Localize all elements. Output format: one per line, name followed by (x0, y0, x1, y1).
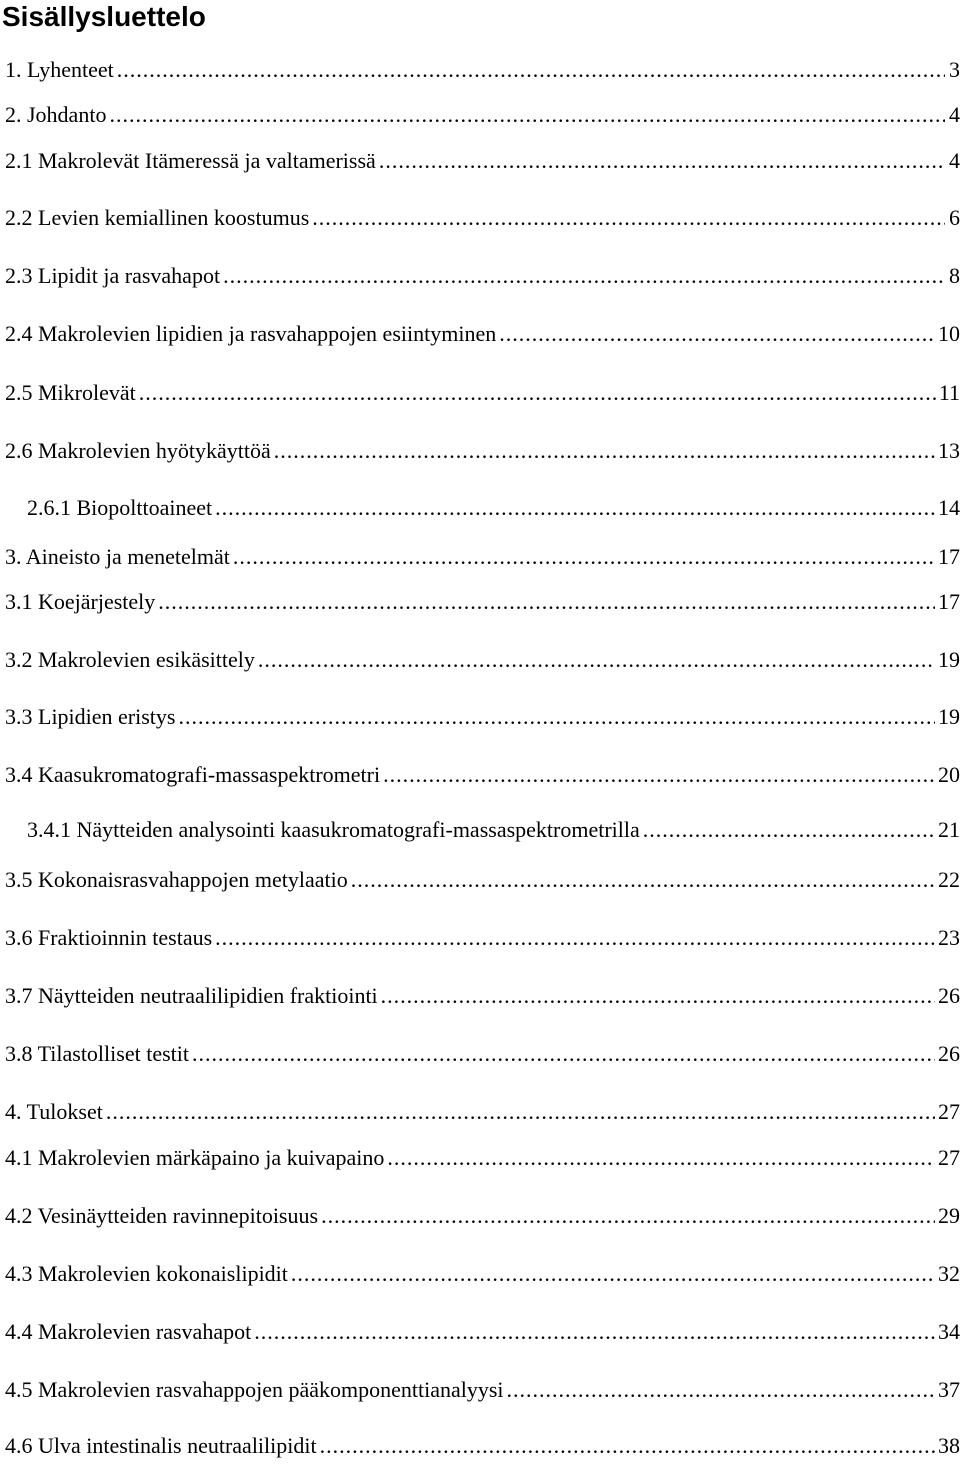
toc-entry[interactable] (27, 493, 960, 523)
toc-entry[interactable] (5, 865, 960, 895)
toc-entry[interactable] (5, 100, 960, 130)
toc-dot-leader (321, 1201, 935, 1231)
toc-dot-leader (499, 319, 935, 349)
toc-dot-leader (379, 146, 945, 176)
toc-entry-page-number: 20 (938, 762, 960, 787)
toc-entry[interactable] (5, 319, 960, 349)
toc-entry[interactable] (5, 1039, 960, 1069)
toc-dot-leader (233, 542, 935, 572)
toc-entry[interactable] (5, 1431, 960, 1461)
toc-entry[interactable] (5, 981, 960, 1011)
toc-entry-title: 3.5 Kokonaisrasvahappojen metylaatio (5, 867, 348, 892)
toc-entry[interactable] (5, 542, 960, 572)
toc-entry[interactable] (27, 815, 960, 845)
toc-entry-page-number: 22 (938, 867, 960, 892)
toc-entry-page-number: 6 (949, 205, 960, 230)
toc-entry-page-number: 14 (938, 495, 960, 520)
toc-entry-page-number: 13 (938, 438, 960, 463)
toc-entry-page-number: 17 (938, 544, 960, 569)
toc-entry-title: 3.4.1 Näytteiden analysointi kaasukromatografi-massaspektrometrilla (27, 817, 640, 842)
toc-entry-title: 2.1 Makrolevät Itämeressä ja valtamerissä (5, 148, 376, 173)
toc-entry[interactable] (5, 760, 960, 790)
page-title: Sisällysluettelo (2, 1, 206, 32)
toc-entry[interactable] (5, 55, 960, 85)
toc-entry-title: 3.4 Kaasukromatografi-massaspektrometri (5, 762, 381, 787)
toc-entry-page-number: 4 (949, 148, 960, 173)
toc-entry-page-number: 38 (938, 1433, 960, 1458)
toc-dot-leader (312, 203, 945, 233)
toc-entry-title: 2.6.1 Biopolttoaineet (27, 495, 213, 520)
toc-entry[interactable] (5, 146, 960, 176)
toc-dot-leader (254, 1317, 935, 1347)
toc-dot-leader (258, 645, 935, 675)
toc-dot-leader (158, 587, 935, 617)
toc-dot-leader (215, 923, 935, 953)
toc-entry-title: 3.2 Makrolevien esikäsittely (5, 647, 255, 672)
toc-entry[interactable] (5, 203, 960, 233)
toc-dot-leader (109, 100, 945, 130)
toc-dot-leader (387, 1143, 935, 1173)
toc-entry-page-number: 27 (938, 1145, 960, 1170)
toc-dot-leader (192, 1039, 935, 1069)
toc-entry-page-number: 26 (938, 983, 960, 1008)
toc-entry-page-number: 11 (938, 380, 960, 405)
toc-entry-page-number: 19 (938, 704, 960, 729)
toc-entry-page-number: 27 (938, 1099, 960, 1124)
toc-entry-title: 4.1 Makrolevien märkäpaino ja kuivapaino (5, 1145, 385, 1170)
toc-entry-page-number: 37 (938, 1377, 960, 1402)
toc-entry[interactable] (5, 1375, 960, 1405)
toc-entry[interactable] (5, 587, 960, 617)
toc-dot-leader (381, 981, 935, 1011)
toc-entry-title: 2.5 Mikrolevät (5, 380, 136, 405)
toc-entry-title: 3. Aineisto ja menetelmät (5, 544, 230, 569)
toc-entry-page-number: 17 (938, 589, 960, 614)
toc-entry[interactable] (5, 436, 960, 466)
toc-entry[interactable] (5, 1201, 960, 1231)
toc-entry-page-number: 3 (949, 57, 960, 82)
toc-dot-leader (117, 55, 945, 85)
toc-entry-page-number: 34 (938, 1319, 960, 1344)
toc-entry-title: 2.2 Levien kemiallinen koostumus (5, 205, 310, 230)
toc-dot-leader (106, 1097, 935, 1127)
toc-entry-title: 4. Tulokset (5, 1099, 103, 1124)
toc-entry-title: 4.4 Makrolevien rasvahapot (5, 1319, 252, 1344)
toc-entry-page-number: 32 (938, 1261, 960, 1286)
toc-entry-title: 3.7 Näytteiden neutraalilipidien fraktiointi (5, 983, 378, 1008)
toc-entry-page-number: 26 (938, 1041, 960, 1066)
toc-entry-title: 1. Lyhenteet (5, 57, 114, 82)
toc-entry-title: 4.2 Vesinäytteiden ravinnepitoisuus (5, 1203, 319, 1228)
toc-entry-page-number: 21 (938, 817, 960, 842)
toc-entry-title: 3.6 Fraktioinnin testaus (5, 925, 213, 950)
toc-dot-leader (507, 1375, 935, 1405)
toc-entry-title: 4.3 Makrolevien kokonaislipidit (5, 1261, 288, 1286)
toc-entry-title: 2.4 Makrolevien lipidien ja rasvahappojen esiintyminen (5, 321, 497, 346)
toc-dot-leader (215, 493, 935, 523)
toc-entry[interactable] (5, 1317, 960, 1347)
toc-entry[interactable] (5, 1097, 960, 1127)
toc-entry[interactable] (5, 702, 960, 732)
toc-entry-title: 2.6 Makrolevien hyötykäyttöä (5, 438, 271, 463)
toc-dot-leader (274, 436, 935, 466)
toc-entry-page-number: 29 (938, 1203, 960, 1228)
toc-entry-title: 3.3 Lipidien eristys (5, 704, 176, 729)
toc-entry[interactable] (5, 1259, 960, 1289)
toc-entry-title: 3.1 Koejärjestely (5, 589, 156, 614)
toc-dot-leader (223, 261, 945, 291)
toc-entry-title: 4.6 Ulva intestinalis neutraalilipidit (5, 1433, 317, 1458)
toc-entry[interactable] (5, 378, 960, 408)
toc-dot-leader (383, 760, 935, 790)
toc-dot-leader (351, 865, 935, 895)
toc-entry-page-number: 8 (949, 263, 960, 288)
toc-entry[interactable] (5, 1143, 960, 1173)
toc-dot-leader (291, 1259, 935, 1289)
toc-entry-page-number: 4 (949, 102, 960, 127)
toc-dot-leader (320, 1431, 935, 1461)
toc-entry-page-number: 23 (938, 925, 960, 950)
toc-entry[interactable] (5, 261, 960, 291)
toc-entry-page-number: 10 (938, 321, 960, 346)
toc-entry-title: 2.3 Lipidit ja rasvahapot (5, 263, 221, 288)
toc-entry-title: 4.5 Makrolevien rasvahappojen pääkomponenttianalyysi (5, 1377, 504, 1402)
toc-entry[interactable] (5, 645, 960, 675)
toc-entry-title: 2. Johdanto (5, 102, 107, 127)
toc-dot-leader (139, 378, 936, 408)
toc-dot-leader (643, 815, 935, 845)
toc-entry-title: 3.8 Tilastolliset testit (5, 1041, 189, 1066)
toc-entry-page-number: 19 (938, 647, 960, 672)
toc-entry[interactable] (5, 923, 960, 953)
toc-dot-leader (178, 702, 935, 732)
